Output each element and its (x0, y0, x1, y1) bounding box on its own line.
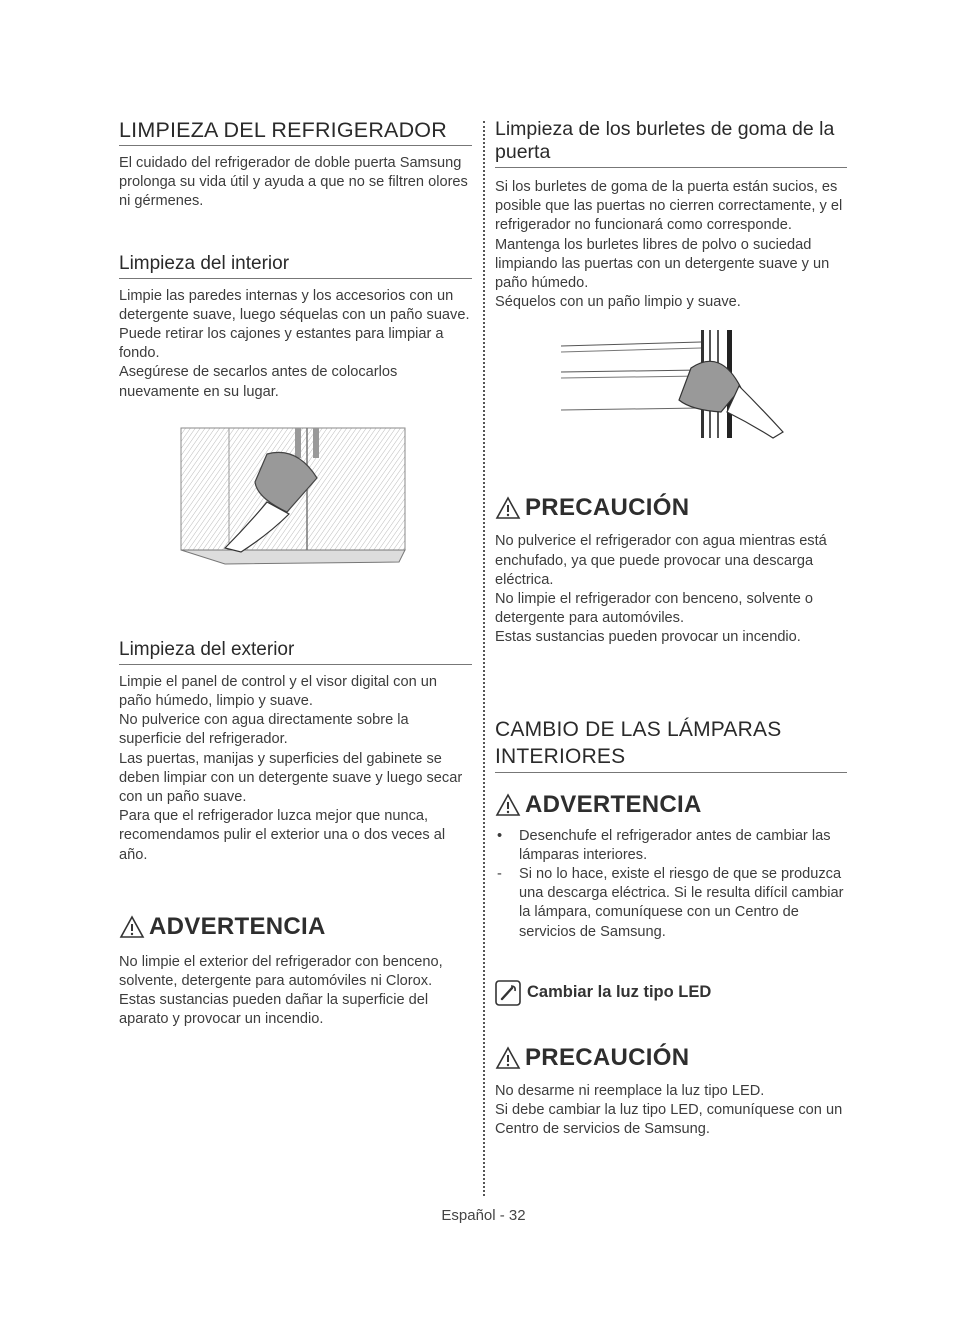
gasket-line-2: Mantenga los burletes libres de polvo o suciedad limpiando las puertas con un detergente suave y un paño húmedo. (495, 236, 830, 292)
gasket-illustration (551, 328, 791, 446)
intro-text: El cuidado del refrigerador de doble puerta Samsung prolonga su vida útil y ayuda a que no se filtren olores ni gérmenes. (119, 155, 468, 210)
gasket-line-1: Si los burletes de goma de la puerta están sucios, es posible que las puertas no cierren correctamente, y el refrigerador no funcionará como corresponde. (495, 179, 843, 234)
exterior-line-2: No pulverice con agua directamente sobre la superficie del refrigerador. (119, 712, 409, 748)
subtitle-interior: Limpieza del interior (119, 252, 472, 279)
warning-heading-left (119, 913, 472, 941)
led-label: Cambiar la luz tipo LED (527, 983, 712, 1002)
gasket-cleaning-icon (551, 328, 791, 446)
warning-triangle-icon (495, 793, 521, 817)
warning-title-right: ADVERTENCIA (525, 790, 702, 818)
warning-triangle-icon (495, 496, 521, 520)
warning-dash-text: Si no lo hace, existe el riesgo de que se produzca una descarga eléctrica. Si le resulta difícil cambiar la lámpara, comuníquese con un Centro de servicios de Samsung. (519, 866, 844, 940)
warning-bullet-item (495, 827, 847, 865)
section-title-cleaning: LIMPIEZA DEL REFRIGERADOR (119, 118, 472, 146)
caution-title-2: PRECAUCIÓN (525, 1043, 690, 1071)
fridge-cleaning-icon (177, 426, 417, 576)
warning-title-left: ADVERTENCIA (149, 912, 326, 940)
exterior-line-3: Las puertas, manijas y superficies del gabinete se deben limpiar con un detergente suave y luego secar con un paño suave. (119, 750, 463, 806)
caution1-line-3: Estas sustancias pueden provocar un incendio. (495, 629, 801, 646)
exterior-line-4: Para que el refrigerador luzca mejor que nunca, recomendamos pulir el exterior una o dos veces al año. (119, 808, 446, 863)
interior-line-2: Puede retirar los cajones y estantes para limpiar a fondo. (119, 326, 444, 362)
caution-title-1: PRECAUCIÓN (525, 494, 690, 522)
led-procedure-heading (495, 980, 847, 1006)
caution-heading-1 (495, 494, 847, 522)
warning-dash-item (495, 865, 847, 942)
page-number: Español - 32 (441, 1207, 526, 1224)
interior-line-3: Asegúrese de secarlos antes de colocarlos nuevamente en su lugar. (119, 364, 398, 400)
warning-heading-right (495, 791, 847, 819)
caution1-line-1: No pulverice el refrigerador con agua mientras está enchufado, ya que puede provocar una descarga eléctrica. (495, 533, 827, 588)
caution2-line-2: Si debe cambiar la luz tipo LED, comuníquese con un Centro de servicios de Samsung. (495, 1102, 843, 1138)
warning-left-line-1: No limpie el exterior del refrigerador con benceno, solvente, detergente para automóviles ni Clorox. (119, 953, 443, 990)
wrench-phone-icon (495, 980, 521, 1006)
bullet-icon: • (497, 827, 503, 844)
right-column (495, 118, 847, 1139)
dash-icon: - (497, 866, 502, 883)
gasket-line-3: Séquelos con un paño limpio y suave. (495, 294, 741, 311)
fridge-illustration (177, 426, 417, 576)
warning-triangle-icon (119, 915, 145, 939)
warning-triangle-icon (495, 1046, 521, 1070)
caution-heading-2 (495, 1044, 847, 1072)
section-title-lamps: CAMBIO DE LAS LÁMPARAS INTERIORES (495, 716, 847, 773)
exterior-line-1: Limpie el panel de control y el visor digital con un paño húmedo, limpio y suave. (119, 673, 437, 710)
warning-left-line-2: Estas sustancias pueden dañar la superficie del aparato y provocar un incendio. (119, 992, 429, 1028)
warning-bullet-text: Desenchufe el refrigerador antes de cambiar las lámparas interiores. (519, 827, 831, 863)
caution1-line-2: No limpie el refrigerador con benceno, solvente o detergente para automóviles. (495, 591, 813, 627)
column-divider (483, 121, 485, 1196)
caution2-line-1: No desarme ni reemplace la luz tipo LED. (495, 1082, 765, 1099)
interior-line-1: Limpie las paredes internas y los accesorios con un detergente suave, luego séquelas con un paño suave. (119, 287, 470, 323)
subtitle-exterior: Limpieza del exterior (119, 638, 472, 665)
subtitle-gasket: Limpieza de los burletes de goma de la puerta (495, 118, 847, 168)
left-column (119, 118, 472, 1030)
